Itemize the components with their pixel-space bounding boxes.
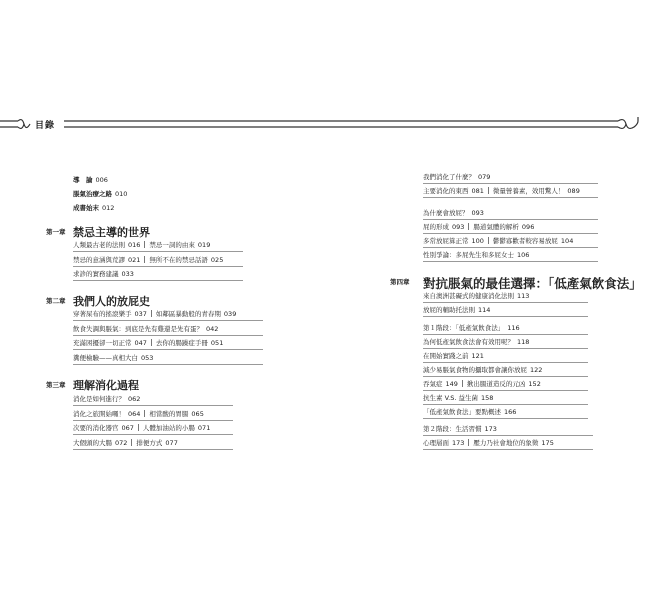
toc-entry — [423, 439, 554, 447]
entry-underline — [73, 320, 263, 321]
entry-underline — [423, 390, 588, 391]
entry-title: 大個頭的大腸 — [73, 438, 112, 447]
toc-entry — [423, 352, 484, 360]
toc-entry — [73, 325, 218, 333]
entry-title: 揪出腸道造反的元凶 — [466, 380, 526, 388]
entry-underline — [423, 334, 588, 335]
intro-entry — [73, 176, 108, 184]
entry-underline — [423, 247, 598, 248]
entry-title: 在開始實踐之前 — [423, 352, 469, 360]
entry-title: 去你的腸躁症手冊 — [155, 339, 208, 347]
entry-underline — [423, 316, 588, 317]
toc-entry — [73, 339, 223, 347]
entry-page: 012 — [102, 204, 115, 212]
entry-title: 禁忌的意涵與荒謬 — [73, 255, 125, 264]
toc-entry — [423, 425, 497, 433]
toc-entry — [423, 380, 541, 388]
entry-title: 放屁的輔助托法則 — [423, 306, 475, 314]
entry-page: 152 — [528, 380, 541, 388]
toc-entry — [73, 424, 210, 432]
entry-title: 性別爭論：多屁先生和多屁女士 — [423, 251, 514, 259]
entry-title: 腸道氣體的解析 — [473, 223, 519, 231]
entry-page: 079 — [478, 173, 491, 181]
entry-title: 人類最古老的法則 — [73, 241, 125, 249]
entry-page: 019 — [197, 241, 211, 249]
entry-separator — [488, 237, 489, 244]
entry-page: 071 — [197, 424, 211, 432]
entry-separator — [468, 223, 469, 230]
toc-entry — [423, 306, 490, 314]
entry-page: 100 — [471, 237, 484, 245]
toc-entry — [423, 324, 520, 332]
entry-page: 067 — [121, 424, 134, 432]
toc-entry — [423, 292, 529, 300]
entry-page: 118 — [517, 338, 530, 346]
toc-entry — [73, 410, 204, 418]
toc-entry — [423, 209, 484, 217]
entry-underline — [423, 183, 598, 184]
entry-title: 我們消化了什麼？ — [423, 173, 475, 181]
entry-title: 成書始末 — [73, 204, 99, 212]
entry-page: 173 — [484, 425, 497, 433]
entry-title: 無所不在的禁忌話語 — [149, 255, 208, 264]
entry-separator — [151, 339, 152, 346]
entry-underline — [423, 348, 588, 349]
entry-title: 次要的消化器官 — [73, 424, 119, 432]
entry-separator — [138, 424, 139, 431]
entry-page: 053 — [141, 353, 154, 362]
entry-title: 相當酸的胃腸 — [149, 409, 189, 418]
entry-page: 114 — [478, 306, 491, 314]
toc-entry — [423, 223, 534, 231]
entry-underline — [73, 280, 243, 281]
entry-title: 多常放屁算正常 — [423, 237, 469, 245]
entry-underline — [73, 251, 243, 252]
entry-title: 消化之旅開始囉！ — [73, 409, 125, 418]
entry-title: 禁忌一詞的由來 — [149, 241, 195, 249]
entry-underline — [73, 434, 233, 435]
entry-title: 飲食失調與脹氣：到底是先有雞還是先有蛋？ — [73, 324, 203, 333]
entry-underline — [423, 219, 598, 220]
entry-underline — [73, 349, 263, 350]
entry-page: 064 — [128, 409, 141, 418]
entry-title: 如鄰區暴動般的青春期 — [155, 310, 221, 318]
entry-underline — [423, 233, 598, 234]
entry-underline — [73, 335, 263, 336]
entry-title: 人體加油站的小腸 — [142, 424, 195, 432]
entry-title: 微量營養素，效用驚人！ — [492, 187, 565, 195]
entry-title: 第１階段：「低產氣飲食法」 — [423, 324, 505, 332]
entry-underline — [423, 404, 588, 405]
entry-title: 導 論 — [73, 176, 93, 184]
entry-underline — [423, 197, 598, 198]
entry-underline — [423, 362, 588, 363]
entry-page: 104 — [560, 237, 574, 245]
entry-page: 096 — [521, 223, 535, 231]
entry-page: 021 — [128, 255, 141, 264]
entry-title: 為何低產氣飲食法會有效用呢？ — [423, 338, 514, 346]
entry-underline — [423, 435, 593, 436]
entry-page: 149 — [445, 380, 458, 388]
chapter-title: 禁忌主導的世界 — [73, 226, 150, 239]
entry-page: 158 — [481, 394, 494, 402]
entry-separator — [151, 310, 152, 317]
entry-title: 心理層面 — [423, 439, 449, 447]
entry-page: 122 — [530, 366, 543, 374]
entry-underline — [73, 266, 243, 267]
entry-underline — [423, 376, 588, 377]
entry-separator — [144, 410, 145, 417]
entry-separator — [144, 241, 145, 248]
entry-title: 屁的形成 — [423, 223, 449, 231]
entry-page: 025 — [210, 255, 224, 264]
entry-page: 077 — [165, 438, 178, 447]
entry-page: 175 — [541, 439, 554, 447]
entry-separator — [144, 256, 145, 263]
entry-page: 113 — [517, 292, 530, 300]
entry-underline — [73, 405, 233, 406]
entry-page: 010 — [115, 190, 128, 198]
toc-entry — [423, 187, 580, 195]
chapter-title: 理解消化過程 — [73, 379, 139, 392]
toc-entry — [423, 408, 516, 416]
toc-entry — [73, 439, 178, 447]
entry-underline — [73, 364, 263, 365]
chapter-label: 第三章 — [46, 381, 66, 389]
entry-page: 047 — [134, 339, 147, 347]
entry-page: 093 — [471, 209, 484, 217]
entry-separator — [131, 439, 132, 446]
toc-entry — [423, 366, 542, 374]
entry-page: 016 — [128, 241, 141, 249]
chapter-label: 第一章 — [46, 228, 66, 236]
toc-entry — [423, 251, 529, 259]
entry-title: 求診的實務建議 — [73, 270, 119, 278]
entry-underline — [423, 418, 588, 419]
entry-separator — [468, 439, 469, 446]
entry-page: 106 — [517, 251, 530, 259]
toc-entry — [73, 256, 223, 264]
entry-title: 脹氣治療之路 — [73, 190, 112, 198]
entry-page: 089 — [567, 187, 580, 195]
toc-entry — [73, 395, 140, 403]
toc-entry — [423, 394, 493, 402]
entry-title: 吞氣症 — [423, 380, 443, 388]
entry-page: 116 — [507, 324, 520, 332]
entry-title: 來自澳洲甚礙式的健康消化法則 — [423, 292, 514, 300]
entry-page: 006 — [95, 176, 108, 184]
toc-entry — [423, 237, 573, 245]
entry-title: 消化是如何進行？ — [73, 395, 125, 403]
entry-title: 充滿困擾卻一切正常 — [73, 339, 132, 347]
entry-page: 173 — [452, 439, 465, 447]
entry-page: 062 — [128, 395, 141, 403]
toc-entry — [73, 270, 134, 278]
entry-title: 穿著屎布的搖滾樂手 — [73, 310, 132, 318]
entry-title: 減少易脹氣食物的攝取都會讓你放屁 — [423, 366, 527, 374]
entry-separator — [488, 187, 489, 194]
entry-title: 抗生素 V.S. 益生菌 — [423, 394, 478, 402]
toc-entry — [73, 241, 210, 249]
entry-title: 第２階段：生活習慣 — [423, 425, 482, 433]
toc-entry — [73, 354, 153, 362]
entry-underline — [423, 261, 598, 262]
entry-title: 主要消化的東西 — [423, 187, 469, 195]
toc-entry — [73, 310, 236, 318]
toc-entry — [423, 173, 490, 181]
entry-underline — [73, 420, 233, 421]
chapter-title: 我們人的放屁史 — [73, 295, 150, 308]
chapter-label: 第二章 — [46, 297, 66, 305]
toc-header — [0, 115, 655, 135]
entry-page: 033 — [121, 270, 134, 278]
toc-title: 目錄 — [33, 118, 57, 131]
entry-separator — [462, 380, 463, 387]
entry-page: 042 — [206, 324, 219, 333]
entry-title: 排便方式 — [136, 438, 163, 447]
entry-page: 065 — [191, 409, 204, 418]
header-ornament — [0, 115, 655, 135]
chapter-title: 對抗脹氣的最佳選擇：「低產氣飲食法」 — [423, 276, 642, 291]
entry-title: 壓力乃社會地位的象徵 — [473, 439, 539, 447]
entry-page: 037 — [134, 310, 147, 318]
entry-title: 為什麼會放屁？ — [423, 209, 469, 217]
entry-underline — [423, 302, 588, 303]
entry-underline — [423, 449, 593, 450]
intro-entry — [73, 190, 127, 198]
entry-page: 081 — [471, 187, 484, 195]
entry-page: 072 — [115, 438, 128, 447]
chapter-label: 第四章 — [390, 278, 410, 286]
entry-page: 051 — [210, 339, 224, 347]
entry-page: 166 — [504, 408, 517, 416]
intro-entry — [73, 204, 114, 212]
entry-page: 039 — [223, 310, 237, 318]
entry-title: 鬱鬱寡歡者較容易放屁 — [492, 237, 558, 245]
entry-page: 093 — [452, 223, 465, 231]
entry-page: 121 — [471, 352, 484, 360]
entry-title: 糞便檢驗——真相大白 — [73, 353, 138, 362]
toc-entry — [423, 338, 529, 346]
entry-title: 「低產氣飲食法」要點概述 — [423, 408, 501, 416]
entry-underline — [73, 449, 233, 450]
